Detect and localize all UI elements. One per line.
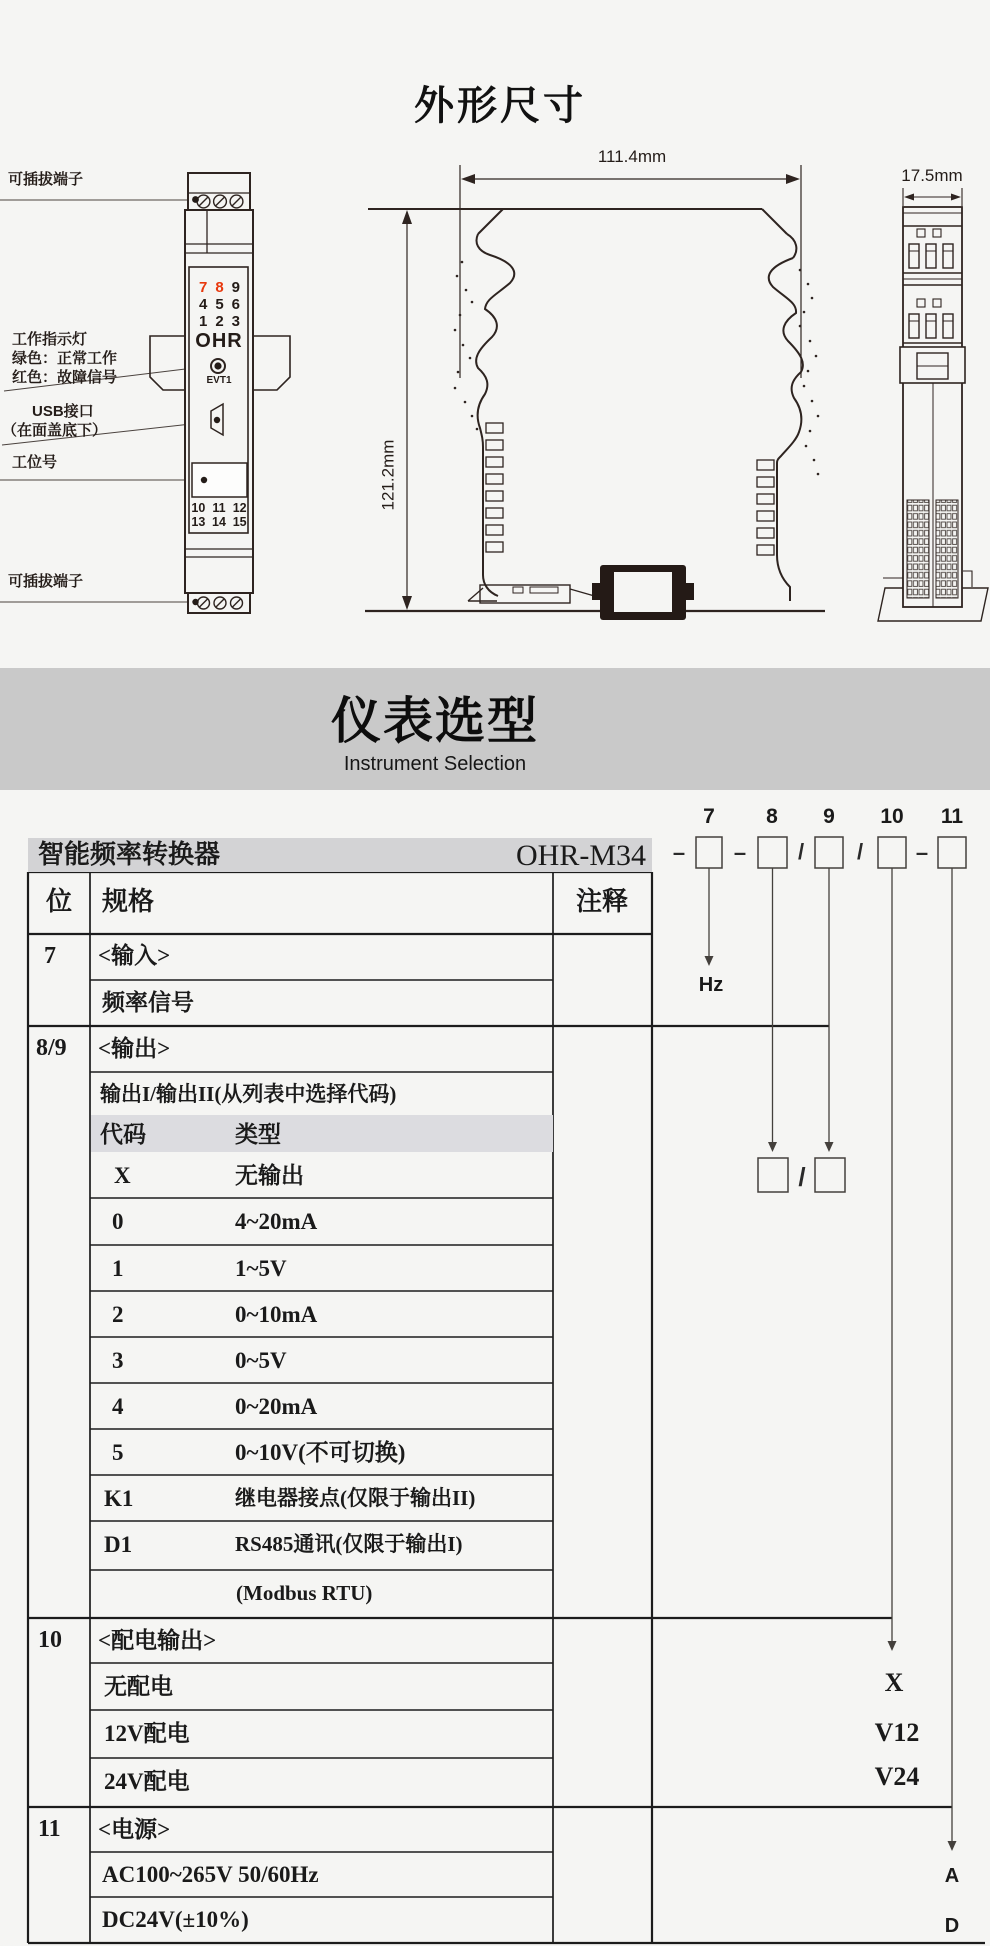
row-output-note: 输出I/输出II(从列表中选择代码) (100, 1082, 397, 1106)
label-indicator-green: 绿色：正常工作 (12, 350, 118, 367)
code-header-bar (91, 1115, 553, 1152)
sep-slash-1: / (797, 839, 805, 864)
section-subtitle: Instrument Selection (343, 753, 527, 775)
sep-slash-pair: / (798, 1162, 806, 1192)
sep-dash-3: – (915, 840, 929, 865)
code-1-row: 1 (112, 1256, 124, 1281)
label-usb: USB接口 (32, 403, 94, 420)
type-2-row: 0~10mA (235, 1302, 318, 1327)
pos-7: 7 (44, 943, 56, 969)
code-5-row: 5 (112, 1440, 124, 1465)
col-header-pos: 位 (45, 887, 73, 916)
sep-slash-2: / (856, 839, 864, 864)
profile-view-drawing (878, 188, 988, 621)
terminal-numbers-bottom (188, 501, 250, 527)
terminal-13: 13 (191, 515, 206, 529)
pos-8-9: 8/9 (36, 1035, 67, 1061)
row-input-header: <输入> (98, 943, 171, 968)
pluggable-terminal-top (188, 173, 250, 210)
type-modbus-row: (Modbus RTU) (236, 1581, 373, 1605)
row-supply-header: <电源> (98, 1817, 171, 1842)
dim-height: 121.2mm (378, 439, 398, 511)
code-header: 代码 (100, 1122, 146, 1147)
terminal-12: 12 (232, 501, 247, 515)
side-view-drawing (365, 165, 825, 620)
type-k1-row: 继电器接点(仅限于输出II) (235, 1486, 476, 1510)
col-header-note: 注释 (575, 887, 629, 916)
code-hz: Hz (698, 974, 724, 996)
station-number-box (192, 463, 247, 497)
terminal-7: 7 (198, 279, 208, 296)
code-4-row: 4 (112, 1394, 124, 1419)
dim-width: 111.4mm (597, 147, 667, 166)
terminal-1: 1 (198, 313, 208, 330)
din-bus-connector (592, 565, 694, 620)
row-output-header: <输出> (98, 1036, 171, 1061)
terminal-6: 6 (231, 296, 240, 313)
model-number: OHR-M34 (516, 839, 647, 872)
col-header-spec: 规格 (102, 887, 155, 916)
terminal-8: 8 (215, 279, 224, 296)
terminal-15: 15 (232, 515, 247, 529)
front-view-drawing (0, 173, 290, 613)
type-3-row: 0~5V (235, 1348, 287, 1373)
terminal-numbers-top (195, 279, 244, 330)
digit-10: 10 (880, 805, 904, 828)
terminal-10: 10 (191, 501, 206, 515)
code-d1-row: D1 (104, 1532, 133, 1557)
row-no-power: 无配电 (104, 1674, 173, 1699)
led-label: EVT1 (206, 375, 232, 386)
terminal-11: 11 (212, 501, 226, 515)
digit-11: 11 (940, 805, 964, 828)
pos-10: 10 (38, 1627, 62, 1653)
type-1-row: 1~5V (235, 1256, 287, 1281)
product-name: 智能频率转换器 (38, 840, 221, 869)
code-0-row: 0 (112, 1209, 124, 1234)
terminal-14: 14 (212, 515, 226, 529)
terminal-3: 3 (231, 313, 240, 330)
row-ac-supply: AC100~265V 50/60Hz (102, 1862, 319, 1887)
type-d1-row: RS485通讯(仅限于输出I) (235, 1532, 463, 1556)
label-terminal-top: 可插拔端子 (8, 171, 84, 188)
label-terminal-bottom: 可插拔端子 (8, 573, 84, 590)
code-d: D (944, 1915, 960, 1937)
digit-7: 7 (703, 805, 715, 828)
code-v24: V24 (874, 1762, 920, 1791)
type-0-row: 4~20mA (235, 1209, 318, 1234)
code-k1-row: K1 (104, 1486, 134, 1511)
row-12v-power: 12V配电 (104, 1721, 190, 1746)
terminal-2: 2 (215, 313, 224, 330)
sep-dash-2: – (733, 840, 747, 865)
label-indicator-title: 工作指示灯 (12, 331, 88, 348)
code-v12: V12 (874, 1718, 920, 1747)
digit-9: 9 (823, 805, 835, 828)
terminal-4: 4 (198, 296, 208, 313)
section-title: 仪表选型 (331, 693, 539, 749)
code-2-row: 2 (112, 1302, 124, 1327)
row-power-out-header: <配电输出> (98, 1628, 217, 1653)
digit-8: 8 (766, 805, 778, 828)
row-dc-supply: DC24V(±10%) (102, 1907, 249, 1932)
type-header: 类型 (235, 1122, 281, 1147)
code-a: A (944, 1865, 960, 1887)
sep-dash-1: – (672, 840, 686, 865)
label-indicator-red: 红色：故障信号 (12, 369, 118, 386)
type-4-row: 0~20mA (235, 1394, 318, 1419)
label-station: 工位号 (12, 454, 58, 471)
label-usb-note: （在面盖底下） (2, 422, 108, 439)
brand-logo: OHR (195, 330, 243, 352)
order-code-diagram (696, 837, 966, 1851)
code-x: X (884, 1668, 904, 1697)
page-title: 外形尺寸 (414, 84, 586, 128)
dim-depth: 17.5mm (901, 166, 963, 185)
type-5-row: 0~10V(不可切换) (235, 1440, 406, 1465)
terminal-5: 5 (215, 296, 224, 313)
terminal-9: 9 (231, 279, 240, 296)
type-x-row: 无输出 (235, 1163, 304, 1188)
pluggable-terminal-bottom (188, 593, 250, 613)
row-freq-signal: 频率信号 (102, 990, 194, 1015)
code-x-row: X (114, 1163, 131, 1188)
code-3-row: 3 (112, 1348, 124, 1373)
row-24v-power: 24V配电 (104, 1769, 190, 1794)
pos-11: 11 (38, 1816, 61, 1842)
